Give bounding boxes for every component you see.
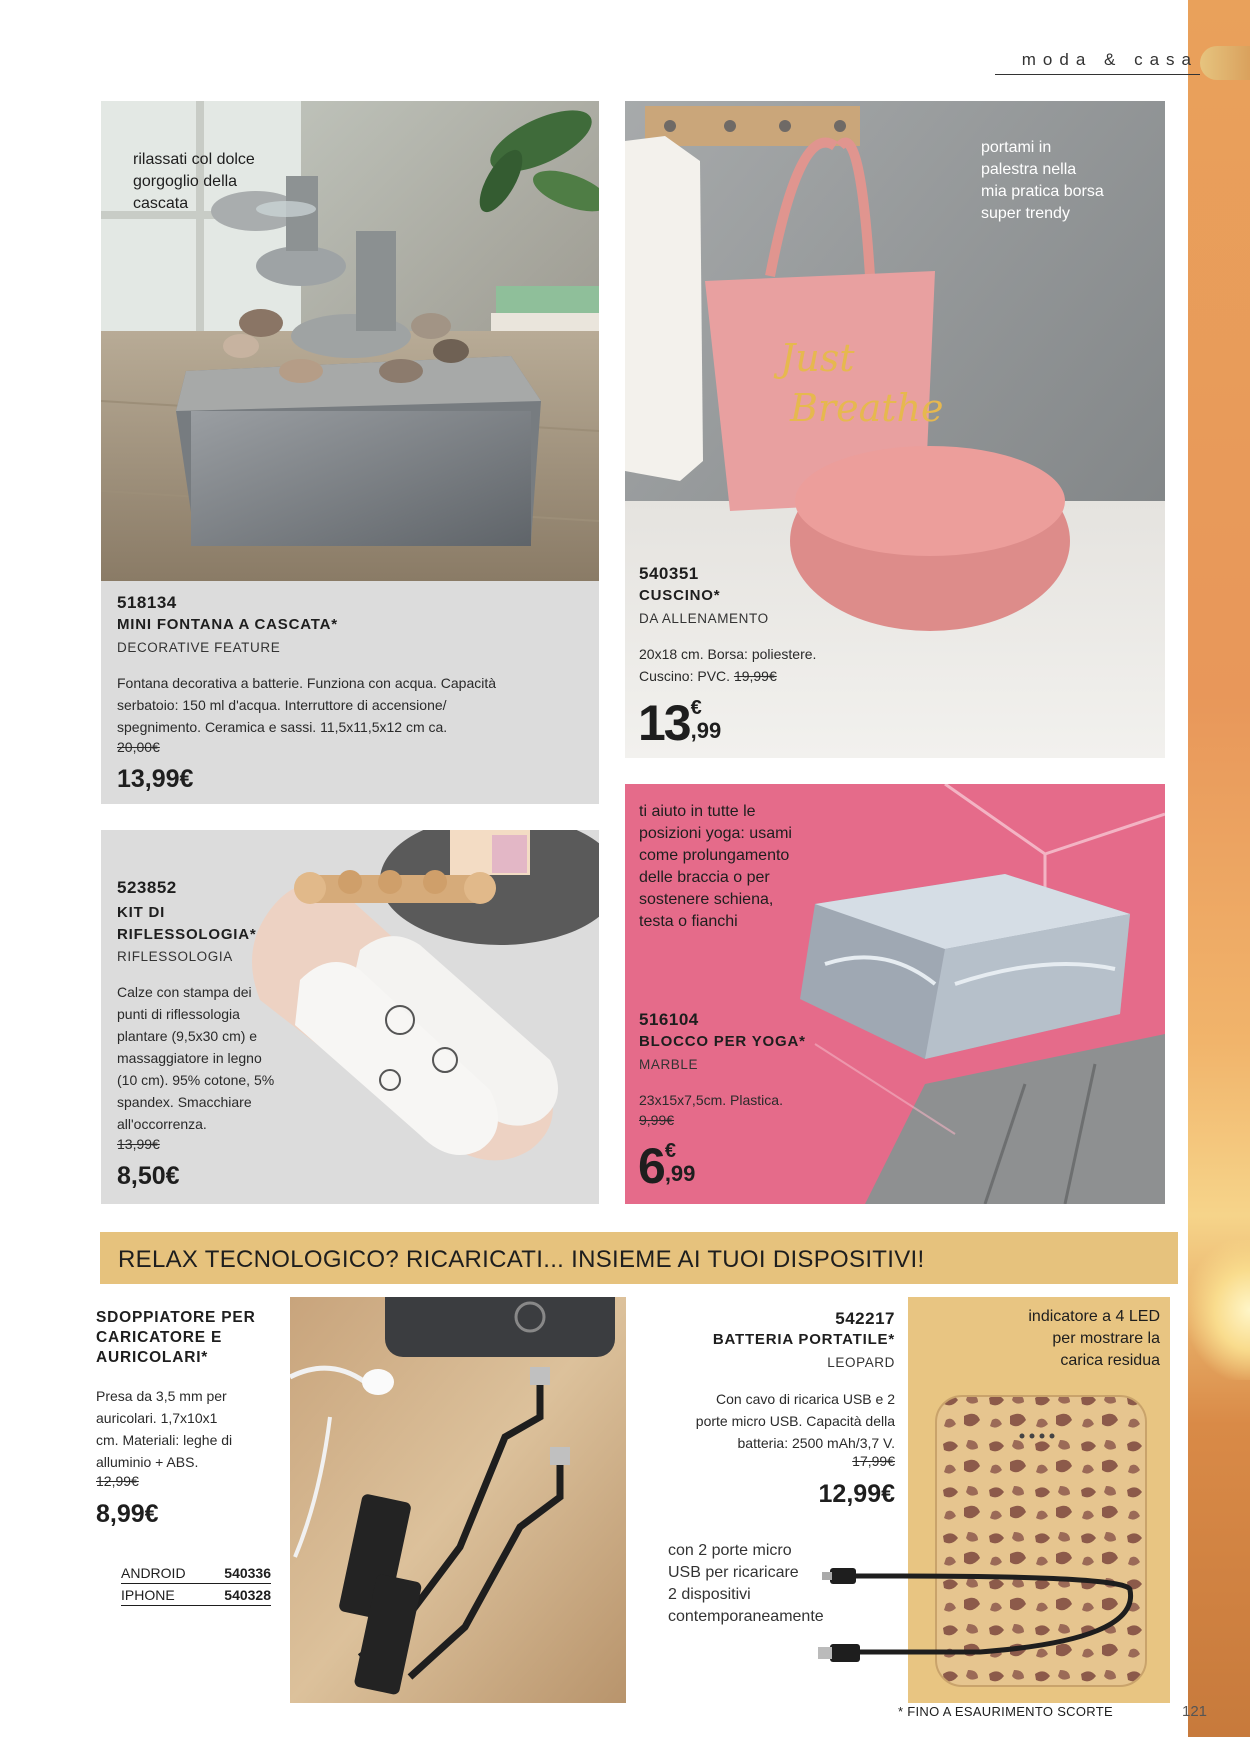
yoga-price: [638, 1138, 696, 1194]
sunset-side-strip: [1188, 0, 1250, 1737]
section-tab: [1200, 46, 1250, 80]
cushion-old-price: 19,99€: [733, 668, 777, 684]
section-underline: [995, 74, 1200, 75]
battery-caption-usb: [668, 1540, 824, 1628]
desc-line: Presa da 3,5 mm per: [96, 1388, 227, 1404]
caption-line: 2 dispositivi: [668, 1586, 751, 1603]
name-line: SDOPPIATORE PER: [96, 1309, 256, 1326]
name-line: KIT DI: [117, 904, 166, 921]
splitter-name: [96, 1308, 256, 1368]
battery-illustration: [800, 1390, 1180, 1690]
banner-text: RELAX TECNOLOGICO? RICARICATI... INSIEME AI TUOI DISPOSITIVI!: [118, 1246, 925, 1273]
caption-line: testa o fianchi: [639, 913, 738, 930]
price-integer: 6: [638, 1138, 664, 1194]
cushion-caption: [981, 137, 1104, 225]
battery-code: 542217: [835, 1309, 895, 1328]
caption-line: mia pratica borsa: [981, 183, 1104, 200]
cushion-description: [639, 643, 816, 687]
cushion-code: 540351: [639, 564, 699, 583]
section-label: moda & casa: [1021, 50, 1198, 69]
model-row-iphone: [121, 1584, 271, 1606]
desc-line: plantare (9,5x30 cm) e: [117, 1028, 258, 1044]
cushion-variant: DA ALLENAMENTO: [639, 611, 769, 626]
caption-line: carica residua: [1060, 1352, 1160, 1369]
model-label: ANDROID: [121, 1564, 186, 1581]
page-number: 121: [1182, 1703, 1208, 1720]
desc-line: Fontana decorativa a batterie. Funziona con acqua. Capacità: [117, 675, 497, 691]
name-line: AURICOLARI*: [96, 1349, 209, 1366]
reflex-description: [117, 981, 274, 1135]
bag-text-breathe: Breathe: [790, 386, 944, 430]
caption-line: contemporaneamente: [668, 1608, 824, 1625]
reflex-old-price: 13,99€: [117, 1136, 160, 1152]
battery-name: BATTERIA PORTATILE*: [712, 1331, 895, 1348]
reflex-photo: [240, 830, 599, 1204]
reflex-code: 523852: [117, 878, 177, 897]
desc-line: batteria: 2500 mAh/3,7 V.: [737, 1435, 895, 1451]
caption-line: rilassati col dolce: [133, 151, 255, 168]
battery-variant: LEOPARD: [827, 1355, 895, 1370]
fountain-price: 13,99€: [117, 765, 194, 793]
bag-text-just: Just: [780, 336, 855, 380]
splitter-price: 8,99€: [96, 1500, 159, 1528]
caption-line: indicatore a 4 LED: [1028, 1308, 1160, 1325]
desc-line: auricolari. 1,7x10x1: [96, 1410, 218, 1426]
desc-line: spandex. Smacchiare: [117, 1094, 252, 1110]
name-line: CARICATORE E: [96, 1329, 223, 1346]
caption-line: gorgoglio della: [133, 173, 238, 190]
caption-line: super trendy: [981, 205, 1070, 222]
model-table: [121, 1562, 271, 1606]
desc-line: serbatoio: 150 ml d'acqua. Interruttore di accensione/: [117, 697, 447, 713]
cushion-name: CUSCINO*: [639, 587, 721, 604]
desc-line: cm. Materiali: leghe di: [96, 1432, 233, 1448]
caption-line: sostenere schiena,: [639, 891, 774, 908]
splitter-photo: [290, 1297, 626, 1703]
caption-line: palestra nella: [981, 161, 1077, 178]
desc-line: (10 cm). 95% cotone, 5%: [117, 1072, 275, 1088]
caption-line: delle braccia o per: [639, 869, 770, 886]
battery-caption-led: [1028, 1306, 1160, 1372]
caption-line: posizioni yoga: usami: [639, 825, 792, 842]
yoga-old-price: 9,99€: [639, 1112, 675, 1128]
yoga-name: BLOCCO PER YOGA*: [639, 1033, 806, 1050]
desc-line: Con cavo di ricarica USB e 2: [716, 1391, 895, 1407]
desc-line: massaggiatore in legno: [117, 1050, 262, 1066]
model-code: 540336: [224, 1564, 271, 1581]
yoga-description: 23x15x7,5cm. Plastica.: [639, 1092, 783, 1108]
model-label: IPHONE: [121, 1586, 175, 1603]
fountain-old-price: 20,00€: [117, 739, 160, 755]
fountain-name: MINI FONTANA A CASCATA*: [117, 616, 338, 633]
fountain-caption: [133, 149, 255, 215]
desc-line: alluminio + ABS.: [96, 1454, 199, 1470]
fountain-code: 518134: [117, 593, 177, 612]
reflex-variant: RIFLESSOLOGIA: [117, 949, 233, 964]
splitter-old-price: 12,99€: [96, 1473, 139, 1489]
desc-line: 20x18 cm. Borsa: poliestere.: [639, 646, 817, 662]
yoga-code: 516104: [639, 1010, 699, 1029]
caption-line: cascata: [133, 195, 189, 212]
price-decimals: ,99: [690, 718, 722, 743]
caption-line: portami in: [981, 139, 1052, 156]
desc-line: all'occorrenza.: [117, 1116, 207, 1132]
desc-line: porte micro USB. Capacità della: [695, 1413, 895, 1429]
model-row-android: [121, 1562, 271, 1584]
cushion-price: [638, 695, 722, 751]
splitter-description: [96, 1385, 232, 1473]
desc-line: [639, 665, 816, 687]
caption-line: ti aiuto in tutte le: [639, 803, 756, 820]
caption-line: come prolungamento: [639, 847, 790, 864]
price-side: [665, 1141, 696, 1187]
desc-part: Cuscino: PVC.: [639, 668, 731, 684]
sun-glow: [1188, 1240, 1250, 1380]
yoga-caption: [639, 801, 792, 933]
price-integer: 13: [638, 695, 690, 751]
caption-line: per mostrare la: [1052, 1330, 1160, 1347]
reflex-price: 8,50€: [117, 1162, 180, 1190]
reflex-name: [117, 902, 257, 946]
model-code: 540328: [224, 1586, 271, 1603]
battery-price: 12,99€: [818, 1480, 895, 1508]
price-currency: €: [664, 1140, 676, 1162]
desc-line: Calze con stampa dei: [117, 984, 252, 1000]
yoga-variant: MARBLE: [639, 1057, 699, 1072]
fountain-description: [117, 672, 496, 738]
fountain-variant: DECORATIVE FEATURE: [117, 640, 281, 655]
caption-line: USB per ricaricare: [668, 1564, 799, 1581]
price-side: [691, 698, 722, 744]
price-currency: €: [690, 697, 702, 719]
name-line: RIFLESSOLOGIA*: [117, 926, 257, 943]
desc-line: punti di riflessologia: [117, 1006, 240, 1022]
desc-line: spegnimento. Ceramica e sassi. 11,5x11,5x12 cm ca.: [117, 719, 448, 735]
caption-line: con 2 porte micro: [668, 1542, 792, 1559]
footnote: * FINO A ESAURIMENTO SCORTE: [898, 1704, 1113, 1719]
price-decimals: ,99: [664, 1161, 696, 1186]
battery-old-price: 17,99€: [852, 1453, 895, 1469]
